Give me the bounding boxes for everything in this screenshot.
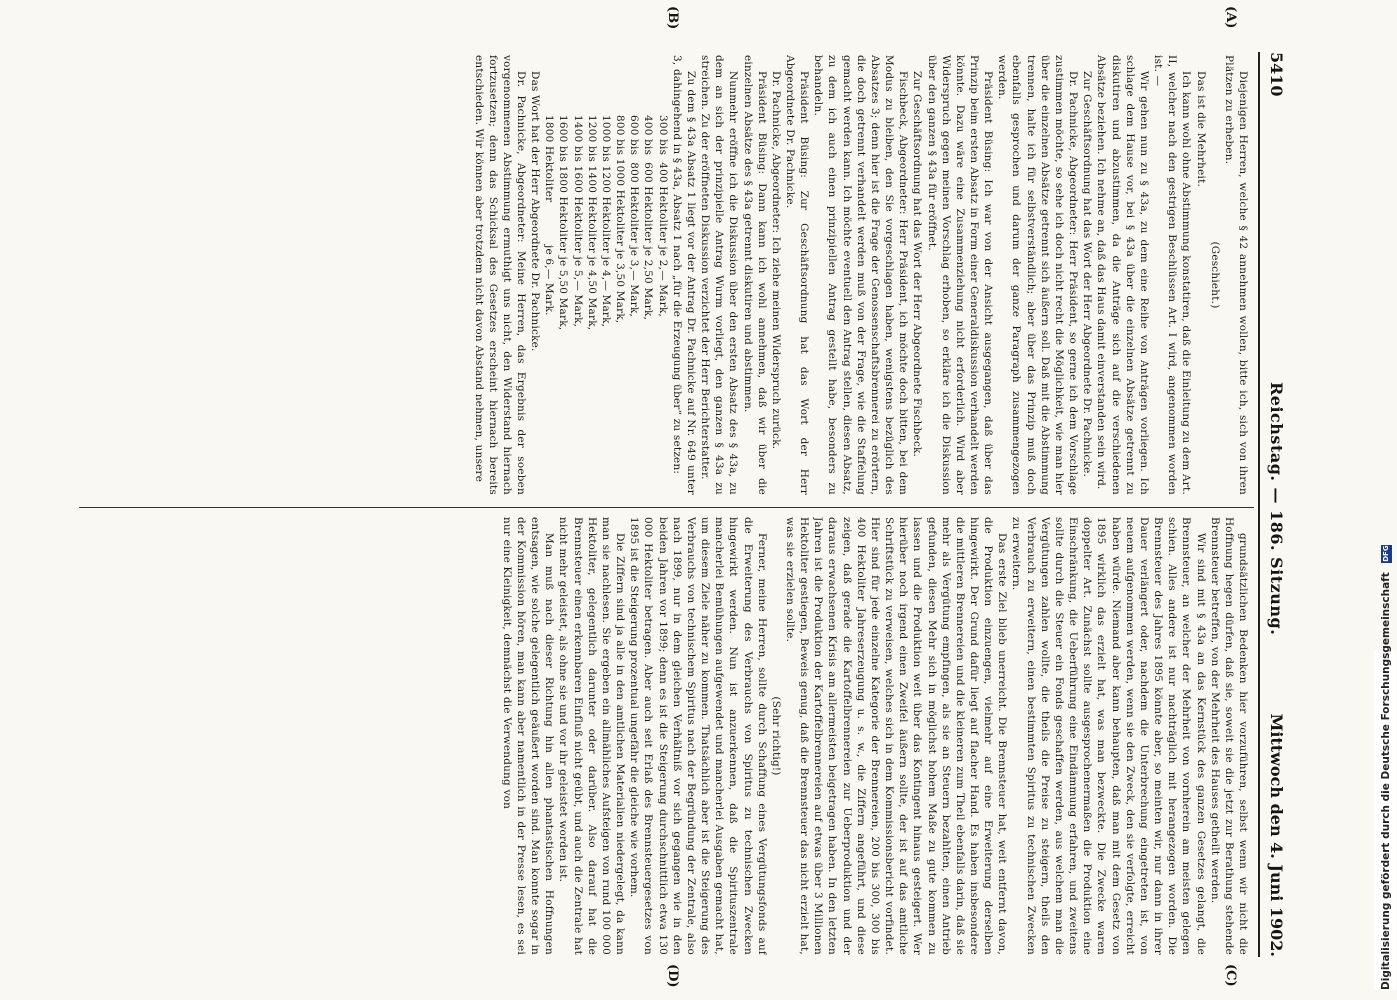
right-text-column	[80, 517, 1250, 955]
paragraph: grundsätzlichen Bedenken hier vorzuführen, selbst wenn wir nicht die Hoffnung hegen dürfen, daß sie, soweit sie die jetzt zur Berathung stehende Brennsteuer betreffen, von der Mehrheit des Hauses getheilt werden.	[1208, 517, 1249, 955]
paragraph: Präsident Büsing: Zur Geschäftsordnung hat das Wort der Herr Abgeordnete Dr. Pachnicke.	[784, 55, 811, 495]
paragraph: Man muß nach dieser Richtung hin allen phantastischen Hoffnungen entsagen, wie solche gelegentlich geäußert worden sind. Man konnte sogar in der Kommission hören, man kann aber namentlich in der Presse lesen, es sei nur eine Kleinigkeit, demnächst die Verwendung von	[500, 517, 556, 955]
paragraph: Nunmehr eröffne ich die Diskussion über den ersten Absatz des § 43a, zu dem an sich der prinzipielle Antrag Wurm vorliegt, den ganzen § 43a zu streichen. Zu der eröffneten Diskussion verzichtet der Herr Berichterstatter.	[699, 55, 740, 495]
page-number: 5410	[1267, 52, 1286, 97]
header-rule	[1258, 52, 1260, 957]
paragraph: Ferner, meine Herren, sollte durch Schaffung eines Vergütungsfonds auf die Erweiterung des Verbrauchs von Spiritus zu technischen Zwecken hingewirkt werden. Nun ist anzuerkennen, daß die Spirituszentrale mancherlei Bemühungen aufgewendet und mancherlei Ausgaben gemacht hat, um diesem Ziele näher zu kommen. Thatsächlich aber ist die Steigerung des Verbrauchs von technischem Spiritus nach der Begründung der Zentrale, also nach 1899, nur in dem gleichen Verhältniß vor sich gegangen wie in den beiden Jahren vor 1899; denn es ist die Steigerung durchschnittlich etwa 130 000 Hektoliter betragen. Aber auch seit Erlaß des Brennsteuergesetzes von 1895 ist die Steigerung prozentual ungefähr die gleiche wie vorhem.	[628, 517, 768, 955]
margin-mark-b: (B)	[665, 6, 680, 30]
paragraph: Das ist die Mehrheit.	[1194, 71, 1207, 188]
left-text-column	[80, 55, 1250, 495]
paragraph: Zur Geschäftsordnung hat das Wort der Herr Abgeordnete Dr. Pachnicke.	[1081, 71, 1094, 478]
paragraph: Die Ziffern sind ja alle in den amtlichen Materialien niedergelegt, da kann man sie nachlesen. Sie ergeben ein allmähliches Aufsteigen von rund 100 000 Hektoliter, gelegentlich darunter oder darüber. Also darauf hat die Brennsteuer einen erkennbaren Einfluß nicht geübt, und auch die Zentrale hat nicht mehr geleistet, als ohne sie und vor ihr geleistet worden ist.	[557, 517, 627, 955]
rate-row: 1600 bis 1800 Hektoliter je 5,50 Mark,	[557, 115, 570, 331]
rate-row: 600 bis 800 Hektoliter je 3,— Mark,	[628, 115, 641, 318]
paragraph: Dr. Pachnicke, Abgeordneter: Ich ziehe meinen Widerspruch zurück.	[769, 71, 782, 450]
paragraph: Wir gehen nun zu § 43a, zu dem eine Reihe von Anträgen vorliegen. Ich schlage dem Hause vor, bei § 43a über die einzelnen Absätze getrennt zu diskutiren und abzustimmen, da die Anträge sich auf die verschiedenen Absätze beziehen. Ich nehme an, daß das Haus damit einverstanden sein wird.	[1095, 55, 1150, 495]
paragraph: Das Wort hat der Herr Abgeordnete Dr. Pachnicke.	[529, 71, 542, 352]
rate-row: 800 bis 1000 Hektoliter je 3,50 Mark,	[614, 115, 627, 324]
paragraph: Präsident Büsing: Dann kann ich wohl annehmen, daß wir über die einzelnen Absätze des § 43a getrennt diskutiren und abstimmen.	[741, 55, 768, 495]
paragraph: Zu dem § 43a Absatz 1 liegt vor der Antrag Dr. Pachnicke auf Nr. 649 unter 3, dahingehend in § 43a, Absatz 1 nach „für die Erzeugung über“ zu setzen:	[670, 55, 697, 495]
stage-direction: (Geschieht.)	[1208, 241, 1221, 309]
margin-mark-a: (A)	[1223, 6, 1238, 29]
footer-text-wrap	[1376, 545, 1396, 990]
header-title: Reichstag. — 186. Sitzung.	[1267, 382, 1286, 636]
paragraph: Fischbeck, Abgeordneter: Herr Präsident, ich möchte doch bitten, bei dem Modus zu bleiben, den Sie vorgeschlagen haben, wenigstens bezüglich des Absatzes 3; denn hier ist die Frage der Genossenschaftsbrennerei zu erörtern, die doch getrennt verhandelt werden muß von der Frage, wie die Staffelung gemacht werden kann. Ich möchte eventuell den Antrag stellen, diesen Absatz, zu dem ich auch einen prinzipiellen Antrag gestellt habe, besonders zu behandeln.	[812, 55, 910, 495]
rate-row: 400 bis 600 Hektoliter je 2,50 Mark,	[642, 115, 655, 321]
paragraph: Ich kann wohl ohne Abstimmung konstatiren, daß die Einleitung zu dem Art. II, welcher nach den gestrigen Beschlüssen Art. I wird, angenommen worden ist. —	[1152, 55, 1193, 495]
rate-row: 1800 Hektoliter je 6,— Mark.	[543, 115, 556, 316]
paragraph: Wir sind mit § 43a an das Kernstück des ganzen Gesetzes gelangt, die Brennsteuer, an welcher der Mehrheit von vornherein am meisten gelegen schien. Alles andere ist nur nachträglich mit herangezogen worden. Die Brennsteuer des Jahres 1895 könnte aber, so meinten wir, nur dann in ihrer Dauer verlängert oder, nachdem die Unterbrechung eingetreten ist, von neuem aufgenommen werden, wenn sie den Zweck, den sie verfolgte, erreicht haben würde. Niemand aber kann behaupten, daß man mit dem Gesetz von 1895 wirklich das erzielt hat, was man bezweckte. Die Zwecke waren doppelter Art. Zunächst sollte ausgesprochenermaßen die Produktion eine Einschränkung, die Ueberführung eine Eindämmung erfahren, und zweitens sollte durch die Steuer ein Fonds geschaffen werden, aus welchem man die Vergütungen zahlen wollte, die theils die Preise zu steigern, theils den Verbrauch zu erweitern, einen bestimmten Spiritus zu technischen Zwecken zu erweitern.	[1010, 517, 1207, 955]
rate-row: 300 bis 400 Hektoliter je 2,— Mark,	[656, 115, 669, 318]
interjection: (Sehr richtig!)	[769, 696, 782, 776]
rate-row: 1200 bis 1400 Hektoliter je 4,50 Mark,	[585, 115, 598, 331]
header-date: Mittwoch den 4. Juni 1902.	[1267, 713, 1286, 957]
paragraph: Das erste Ziel blieb unerreicht. Die Brennsteuer hat, weit entfernt davon, die Produktion einzuengen, vielmehr auf eine Erweiterung derselben hingewirkt. Der Grund dafür liegt auf flacher Hand. Es haben insbesondere die mittleren Brennereien und die kleineren zum Theil ebenfalls darin, daß sie mehr als Vergütung empfingen, als sie an Steuern bezahlten, einen Antrieb gefunden, diesen Mehr sich in möglichst hohem Maße zu gute kommen zu lassen und die Produktion weit über das Kontingent hinaus gesteigert. Wer hierüber noch irgend einen Zweifel äußern sollte, der ist auf das amtliche Schriftstück zu verweisen, welches sich in dem Kommissionsbericht vorfindet. Hier sind für jede einzelne Kategorie der Brennereien, 200 bis 300, 300 bis 400 Hektoliter Jahreserzeugung u. s. w., die Ziffern angeführt, und diese zeigen, daß gerade die Kartoffelbrennereien zur Ueberproduktion und der daraus erwachsenen Krisis am allermeisten beigetragen haben. In den letzten Jahren ist die Produktion der Kartoffelbrennereien auf etwas über 3 Millionen Hektoliter gestiegen, Beweis genug, daß die Brennsteuer das nicht erzielt hat, was sie erzielen sollte.	[784, 517, 1009, 955]
paragraph: Präsident Büsing: Ich war von der Ansicht ausgegangen, daß über das Prinzip beim ersten Absatz in Form einer Generaldiskussion verhandelt werden könnte. Dazu wäre eine Zusammenziehung nicht erforderlich. Wird aber Widerspruch gegen meinen Vorschlag erhoben, so erkläre ich die Diskussion über den ganzen § 43a für eröffnet.	[925, 55, 995, 495]
rate-row: 1000 bis 1200 Hektoliter je 4,— Mark,	[599, 115, 612, 328]
margin-mark-c: (C)	[1223, 964, 1238, 987]
paragraph: Dr. Pachnicke, Abgeordneter: Meine Herren, das Ergebnis der soeben vorgenommenen Abstimmung ermuthigt uns nicht, den Widerstand hiernach fortzusetzen; denn das Schicksal des Gesetzes erscheint hiernach bereits entschieden. Wir können aber trotzdem nicht davon Abstand nehmen, unsere	[472, 55, 528, 495]
paragraph: Dr. Pachnicke, Abgeordneter: Herr Präsident, so gerne ich dem Vorschlage zustimmen möchte, so sehe ich doch nicht recht die Möglichkeit, wie man hier über die einzelnen Absätze getrennt sich äußern soll. Daß mit die Abstimmung trennen, halte ich für selbstverständlich; aber über das Prinzip muß doch ebenfalls gesprochen und darum der ganze Paragraph zusammengezogen werden.	[996, 55, 1080, 495]
rate-table	[542, 115, 669, 495]
dfg-logo: DFG	[1381, 545, 1390, 562]
column-divider	[79, 507, 1254, 508]
digitization-notice: Digitalisierung gefördert durch die Deutsche Forschungsgemeinschaft	[1380, 572, 1392, 990]
margin-mark-d: (D)	[665, 964, 680, 988]
digitization-footer	[1374, 545, 1396, 990]
paragraph: Zur Geschäftsordnung hat das Wort der Herr Abgeordnete Fischbeck.	[911, 71, 924, 458]
running-header	[1262, 52, 1286, 957]
paragraph: Diejenigen Herren, welche § 42 annehmen wollen, bitte ich, sich von ihren Plätzen zu erheben.	[1222, 55, 1249, 495]
rate-row: 1400 bis 1600 Hektoliter je 5,— Mark,	[571, 115, 584, 328]
